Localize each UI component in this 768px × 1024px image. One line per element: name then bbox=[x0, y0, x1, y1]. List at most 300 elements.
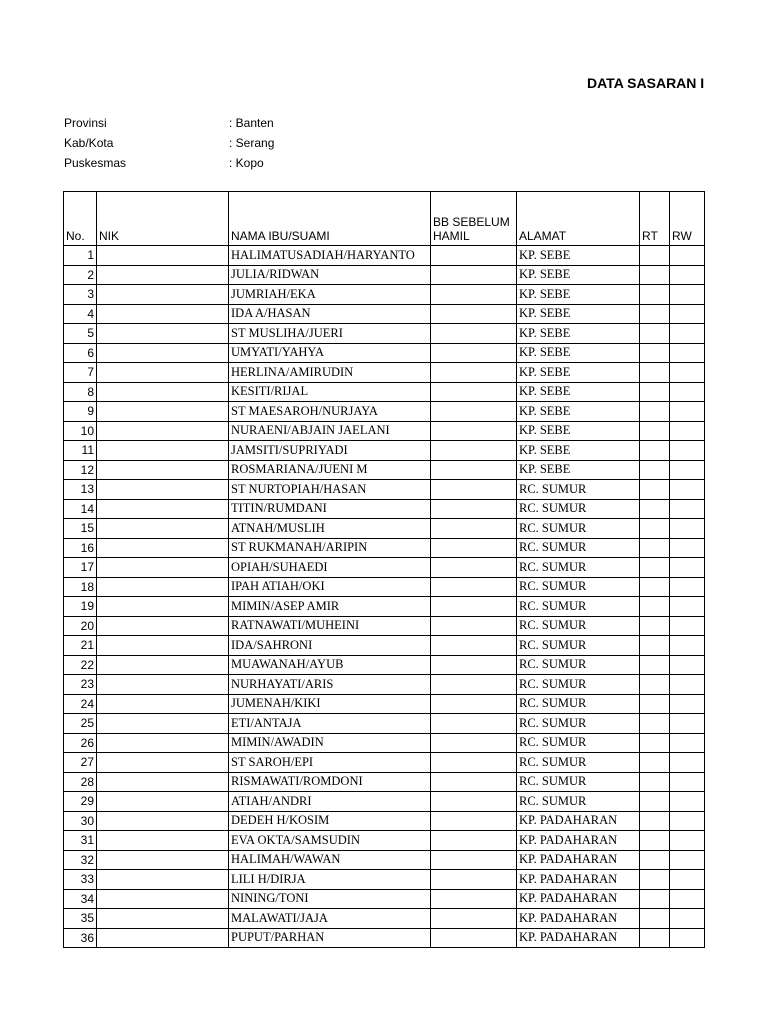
cell-alamat: KP. PADAHARAN bbox=[517, 870, 640, 890]
table-row bbox=[64, 577, 705, 597]
cell-rt bbox=[640, 733, 670, 753]
cell-rw bbox=[670, 285, 705, 305]
header-nama: NAMA IBU/SUAMI bbox=[229, 192, 431, 246]
cell-alamat: KP. SEBE bbox=[517, 363, 640, 383]
cell-alamat: RC. SUMUR bbox=[517, 675, 640, 695]
cell-nama: RATNAWATI/MUHEINI bbox=[229, 616, 431, 636]
cell-nama: NURHAYATI/ARIS bbox=[229, 675, 431, 695]
cell-rw bbox=[670, 714, 705, 734]
cell-no: 27 bbox=[64, 753, 97, 773]
cell-rt bbox=[640, 928, 670, 948]
cell-nik bbox=[97, 714, 229, 734]
meta-label: Kab/Kota bbox=[64, 136, 114, 150]
cell-bb bbox=[431, 460, 517, 480]
cell-no: 18 bbox=[64, 577, 97, 597]
table-row bbox=[64, 597, 705, 617]
cell-alamat: KP. SEBE bbox=[517, 343, 640, 363]
cell-rw bbox=[670, 538, 705, 558]
cell-nik bbox=[97, 694, 229, 714]
cell-no: 36 bbox=[64, 928, 97, 948]
cell-rt bbox=[640, 850, 670, 870]
cell-rw bbox=[670, 655, 705, 675]
cell-alamat: KP. PADAHARAN bbox=[517, 889, 640, 909]
cell-no: 5 bbox=[64, 324, 97, 344]
cell-no: 9 bbox=[64, 402, 97, 422]
cell-rt bbox=[640, 558, 670, 578]
cell-rw bbox=[670, 889, 705, 909]
cell-bb bbox=[431, 246, 517, 266]
cell-alamat: KP. SEBE bbox=[517, 402, 640, 422]
cell-rw bbox=[670, 694, 705, 714]
cell-alamat: KP. SEBE bbox=[517, 265, 640, 285]
table-row bbox=[64, 772, 705, 792]
cell-rt bbox=[640, 441, 670, 461]
cell-nik bbox=[97, 616, 229, 636]
cell-no: 11 bbox=[64, 441, 97, 461]
cell-nama: MALAWATI/JAJA bbox=[229, 909, 431, 929]
cell-no: 1 bbox=[64, 246, 97, 266]
cell-bb bbox=[431, 694, 517, 714]
cell-bb bbox=[431, 519, 517, 539]
cell-nik bbox=[97, 265, 229, 285]
cell-bb bbox=[431, 675, 517, 695]
cell-no: 35 bbox=[64, 909, 97, 929]
cell-alamat: RC. SUMUR bbox=[517, 655, 640, 675]
cell-rt bbox=[640, 343, 670, 363]
cell-no: 19 bbox=[64, 597, 97, 617]
cell-rw bbox=[670, 831, 705, 851]
table-row bbox=[64, 558, 705, 578]
cell-rw bbox=[670, 792, 705, 812]
cell-rt bbox=[640, 870, 670, 890]
cell-alamat: RC. SUMUR bbox=[517, 480, 640, 500]
cell-rt bbox=[640, 304, 670, 324]
cell-rw bbox=[670, 558, 705, 578]
table-row bbox=[64, 402, 705, 422]
cell-rw bbox=[670, 519, 705, 539]
cell-bb bbox=[431, 363, 517, 383]
document-title: DATA SASARAN I bbox=[587, 75, 705, 91]
cell-nik bbox=[97, 909, 229, 929]
cell-no: 2 bbox=[64, 265, 97, 285]
table-row bbox=[64, 441, 705, 461]
cell-nik bbox=[97, 382, 229, 402]
cell-bb bbox=[431, 480, 517, 500]
cell-no: 3 bbox=[64, 285, 97, 305]
cell-no: 17 bbox=[64, 558, 97, 578]
table-row bbox=[64, 363, 705, 383]
table-row bbox=[64, 304, 705, 324]
cell-nama: ST MUSLIHA/JUERI bbox=[229, 324, 431, 344]
cell-no: 29 bbox=[64, 792, 97, 812]
cell-nik bbox=[97, 285, 229, 305]
table-header-row bbox=[64, 192, 705, 246]
cell-alamat: RC. SUMUR bbox=[517, 772, 640, 792]
cell-no: 30 bbox=[64, 811, 97, 831]
cell-rw bbox=[670, 733, 705, 753]
cell-rw bbox=[670, 441, 705, 461]
cell-alamat: KP. SEBE bbox=[517, 246, 640, 266]
cell-nama: ST SAROH/EPI bbox=[229, 753, 431, 773]
cell-nik bbox=[97, 889, 229, 909]
cell-rw bbox=[670, 928, 705, 948]
cell-rt bbox=[640, 519, 670, 539]
cell-alamat: RC. SUMUR bbox=[517, 753, 640, 773]
cell-nik bbox=[97, 480, 229, 500]
cell-rt bbox=[640, 792, 670, 812]
cell-rt bbox=[640, 889, 670, 909]
table-row bbox=[64, 792, 705, 812]
cell-rt bbox=[640, 655, 670, 675]
cell-nama: IPAH ATIAH/OKI bbox=[229, 577, 431, 597]
cell-alamat: RC. SUMUR bbox=[517, 577, 640, 597]
cell-rw bbox=[670, 246, 705, 266]
cell-bb bbox=[431, 655, 517, 675]
cell-nik bbox=[97, 519, 229, 539]
cell-bb bbox=[431, 714, 517, 734]
cell-rw bbox=[670, 499, 705, 519]
cell-nama: ST RUKMANAH/ARIPIN bbox=[229, 538, 431, 558]
cell-rt bbox=[640, 694, 670, 714]
meta-kab-kota bbox=[64, 136, 275, 150]
cell-nama: IDA A/HASAN bbox=[229, 304, 431, 324]
cell-rw bbox=[670, 382, 705, 402]
table-row bbox=[64, 246, 705, 266]
cell-alamat: RC. SUMUR bbox=[517, 733, 640, 753]
table-row bbox=[64, 421, 705, 441]
cell-rt bbox=[640, 597, 670, 617]
cell-rt bbox=[640, 382, 670, 402]
cell-alamat: RC. SUMUR bbox=[517, 694, 640, 714]
cell-nik bbox=[97, 246, 229, 266]
cell-nik bbox=[97, 363, 229, 383]
cell-rw bbox=[670, 772, 705, 792]
cell-rt bbox=[640, 636, 670, 656]
cell-rt bbox=[640, 499, 670, 519]
cell-nik bbox=[97, 402, 229, 422]
cell-nama: ATIAH/ANDRI bbox=[229, 792, 431, 812]
cell-no: 20 bbox=[64, 616, 97, 636]
cell-nik bbox=[97, 343, 229, 363]
cell-nama: DEDEH H/KOSIM bbox=[229, 811, 431, 831]
header-bb-line1: BB SEBELUM bbox=[433, 215, 510, 229]
cell-nik bbox=[97, 460, 229, 480]
cell-bb bbox=[431, 733, 517, 753]
cell-no: 4 bbox=[64, 304, 97, 324]
cell-nik bbox=[97, 499, 229, 519]
cell-rt bbox=[640, 285, 670, 305]
cell-bb bbox=[431, 402, 517, 422]
cell-bb bbox=[431, 850, 517, 870]
cell-alamat: KP. SEBE bbox=[517, 304, 640, 324]
cell-rt bbox=[640, 538, 670, 558]
cell-no: 25 bbox=[64, 714, 97, 734]
cell-rw bbox=[670, 480, 705, 500]
cell-rt bbox=[640, 616, 670, 636]
table-row bbox=[64, 733, 705, 753]
cell-nama: MIMIN/ASEP AMIR bbox=[229, 597, 431, 617]
cell-alamat: KP. SEBE bbox=[517, 460, 640, 480]
cell-nik bbox=[97, 597, 229, 617]
cell-rt bbox=[640, 714, 670, 734]
cell-no: 31 bbox=[64, 831, 97, 851]
cell-rw bbox=[670, 636, 705, 656]
cell-rw bbox=[670, 343, 705, 363]
cell-alamat: KP. PADAHARAN bbox=[517, 928, 640, 948]
cell-rt bbox=[640, 363, 670, 383]
cell-bb bbox=[431, 753, 517, 773]
cell-rw bbox=[670, 402, 705, 422]
table-row bbox=[64, 285, 705, 305]
meta-value: : Serang bbox=[229, 136, 275, 150]
cell-nama: RISMAWATI/ROMDONI bbox=[229, 772, 431, 792]
cell-rw bbox=[670, 421, 705, 441]
cell-bb bbox=[431, 304, 517, 324]
cell-nama: IDA/SAHRONI bbox=[229, 636, 431, 656]
cell-rw bbox=[670, 909, 705, 929]
cell-rw bbox=[670, 363, 705, 383]
cell-nama: OPIAH/SUHAEDI bbox=[229, 558, 431, 578]
cell-nama: NURAENI/ABJAIN JAELANI bbox=[229, 421, 431, 441]
cell-rw bbox=[670, 850, 705, 870]
cell-rt bbox=[640, 772, 670, 792]
cell-alamat: RC. SUMUR bbox=[517, 597, 640, 617]
header-no: No. bbox=[64, 192, 97, 246]
cell-rw bbox=[670, 870, 705, 890]
cell-alamat: KP. SEBE bbox=[517, 441, 640, 461]
cell-rt bbox=[640, 753, 670, 773]
cell-rw bbox=[670, 577, 705, 597]
cell-nik bbox=[97, 811, 229, 831]
table-row bbox=[64, 909, 705, 929]
cell-alamat: KP. SEBE bbox=[517, 324, 640, 344]
meta-label: Provinsi bbox=[64, 116, 107, 130]
cell-rw bbox=[670, 304, 705, 324]
cell-nik bbox=[97, 421, 229, 441]
cell-bb bbox=[431, 928, 517, 948]
cell-bb bbox=[431, 811, 517, 831]
cell-bb bbox=[431, 616, 517, 636]
cell-nik bbox=[97, 675, 229, 695]
cell-nama: ST MAESAROH/NURJAYA bbox=[229, 402, 431, 422]
cell-alamat: KP. SEBE bbox=[517, 421, 640, 441]
table-row bbox=[64, 831, 705, 851]
cell-rw bbox=[670, 597, 705, 617]
cell-rw bbox=[670, 753, 705, 773]
meta-value: : Kopo bbox=[229, 156, 264, 170]
cell-no: 13 bbox=[64, 480, 97, 500]
cell-no: 28 bbox=[64, 772, 97, 792]
cell-bb bbox=[431, 382, 517, 402]
cell-rt bbox=[640, 909, 670, 929]
cell-nik bbox=[97, 636, 229, 656]
cell-rt bbox=[640, 324, 670, 344]
cell-rt bbox=[640, 577, 670, 597]
table-row bbox=[64, 753, 705, 773]
cell-no: 24 bbox=[64, 694, 97, 714]
header-alamat: ALAMAT bbox=[517, 192, 640, 246]
cell-nik bbox=[97, 928, 229, 948]
cell-bb bbox=[431, 538, 517, 558]
cell-no: 32 bbox=[64, 850, 97, 870]
table-row bbox=[64, 265, 705, 285]
table-row bbox=[64, 382, 705, 402]
meta-puskesmas bbox=[64, 156, 264, 170]
cell-no: 22 bbox=[64, 655, 97, 675]
cell-bb bbox=[431, 343, 517, 363]
cell-rt bbox=[640, 460, 670, 480]
table-row bbox=[64, 694, 705, 714]
cell-no: 21 bbox=[64, 636, 97, 656]
cell-nama: HALIMATUSADIAH/HARYANTO bbox=[229, 246, 431, 266]
cell-rw bbox=[670, 324, 705, 344]
cell-nama: JAMSITI/SUPRIYADI bbox=[229, 441, 431, 461]
cell-alamat: KP. PADAHARAN bbox=[517, 850, 640, 870]
cell-rt bbox=[640, 675, 670, 695]
cell-rw bbox=[670, 265, 705, 285]
cell-nama: ATNAH/MUSLIH bbox=[229, 519, 431, 539]
cell-rt bbox=[640, 402, 670, 422]
cell-alamat: KP. PADAHARAN bbox=[517, 811, 640, 831]
header-rt: RT bbox=[640, 192, 670, 246]
table-row bbox=[64, 324, 705, 344]
cell-bb bbox=[431, 441, 517, 461]
cell-alamat: RC. SUMUR bbox=[517, 538, 640, 558]
cell-no: 12 bbox=[64, 460, 97, 480]
cell-nik bbox=[97, 870, 229, 890]
table-row bbox=[64, 343, 705, 363]
table-row bbox=[64, 636, 705, 656]
data-table bbox=[63, 191, 705, 948]
cell-no: 34 bbox=[64, 889, 97, 909]
cell-nama: HERLINA/AMIRUDIN bbox=[229, 363, 431, 383]
cell-nama: JUMENAH/KIKI bbox=[229, 694, 431, 714]
cell-rt bbox=[640, 265, 670, 285]
cell-alamat: RC. SUMUR bbox=[517, 616, 640, 636]
cell-bb bbox=[431, 792, 517, 812]
cell-rt bbox=[640, 811, 670, 831]
cell-no: 10 bbox=[64, 421, 97, 441]
cell-nik bbox=[97, 850, 229, 870]
cell-alamat: RC. SUMUR bbox=[517, 558, 640, 578]
cell-no: 33 bbox=[64, 870, 97, 890]
table-row bbox=[64, 850, 705, 870]
cell-nama: MIMIN/AWADIN bbox=[229, 733, 431, 753]
cell-nik bbox=[97, 733, 229, 753]
cell-bb bbox=[431, 636, 517, 656]
header-nik: NIK bbox=[97, 192, 229, 246]
header-bb-line2: HAMIL bbox=[433, 229, 470, 243]
cell-bb bbox=[431, 889, 517, 909]
cell-no: 23 bbox=[64, 675, 97, 695]
table-row bbox=[64, 811, 705, 831]
cell-bb bbox=[431, 558, 517, 578]
cell-no: 15 bbox=[64, 519, 97, 539]
cell-nama: HALIMAH/WAWAN bbox=[229, 850, 431, 870]
table-row bbox=[64, 480, 705, 500]
meta-provinsi bbox=[64, 116, 274, 130]
cell-bb bbox=[431, 772, 517, 792]
meta-value: : Banten bbox=[229, 116, 274, 130]
cell-rt bbox=[640, 480, 670, 500]
cell-nama: KESITI/RIJAL bbox=[229, 382, 431, 402]
cell-no: 26 bbox=[64, 733, 97, 753]
cell-nik bbox=[97, 753, 229, 773]
cell-nik bbox=[97, 441, 229, 461]
table-row bbox=[64, 538, 705, 558]
table-row bbox=[64, 460, 705, 480]
cell-nama: LILI H/DIRJA bbox=[229, 870, 431, 890]
cell-nik bbox=[97, 655, 229, 675]
cell-alamat: RC. SUMUR bbox=[517, 499, 640, 519]
table-row bbox=[64, 928, 705, 948]
cell-no: 16 bbox=[64, 538, 97, 558]
table-row bbox=[64, 675, 705, 695]
cell-alamat: KP. SEBE bbox=[517, 285, 640, 305]
cell-alamat: RC. SUMUR bbox=[517, 792, 640, 812]
cell-alamat: KP. PADAHARAN bbox=[517, 909, 640, 929]
table-row bbox=[64, 889, 705, 909]
table-row bbox=[64, 655, 705, 675]
cell-nik bbox=[97, 831, 229, 851]
cell-nik bbox=[97, 792, 229, 812]
table-row bbox=[64, 499, 705, 519]
table-row bbox=[64, 870, 705, 890]
cell-bb bbox=[431, 499, 517, 519]
cell-nama: ETI/ANTAJA bbox=[229, 714, 431, 734]
meta-label: Puskesmas bbox=[64, 156, 127, 170]
cell-rw bbox=[670, 675, 705, 695]
cell-nama: ST NURTOPIAH/HASAN bbox=[229, 480, 431, 500]
cell-rt bbox=[640, 831, 670, 851]
cell-rt bbox=[640, 421, 670, 441]
cell-alamat: KP. SEBE bbox=[517, 382, 640, 402]
cell-no: 8 bbox=[64, 382, 97, 402]
cell-bb bbox=[431, 870, 517, 890]
cell-nama: JUMRIAH/EKA bbox=[229, 285, 431, 305]
cell-nama: MUAWANAH/AYUB bbox=[229, 655, 431, 675]
cell-rt bbox=[640, 246, 670, 266]
cell-bb bbox=[431, 831, 517, 851]
header-rw: RW bbox=[670, 192, 705, 246]
cell-bb bbox=[431, 577, 517, 597]
cell-no: 6 bbox=[64, 343, 97, 363]
cell-bb bbox=[431, 285, 517, 305]
cell-nama: JULIA/RIDWAN bbox=[229, 265, 431, 285]
cell-nik bbox=[97, 558, 229, 578]
cell-bb bbox=[431, 324, 517, 344]
table-row bbox=[64, 616, 705, 636]
header-bb bbox=[431, 192, 517, 246]
cell-rw bbox=[670, 616, 705, 636]
cell-bb bbox=[431, 421, 517, 441]
cell-alamat: RC. SUMUR bbox=[517, 519, 640, 539]
cell-bb bbox=[431, 909, 517, 929]
cell-nik bbox=[97, 577, 229, 597]
cell-nama: UMYATI/YAHYA bbox=[229, 343, 431, 363]
cell-alamat: RC. SUMUR bbox=[517, 636, 640, 656]
cell-nama: ROSMARIANA/JUENI M bbox=[229, 460, 431, 480]
cell-bb bbox=[431, 597, 517, 617]
cell-nik bbox=[97, 538, 229, 558]
table-row bbox=[64, 519, 705, 539]
table-row bbox=[64, 714, 705, 734]
cell-rw bbox=[670, 811, 705, 831]
cell-nama: TITIN/RUMDANI bbox=[229, 499, 431, 519]
cell-alamat: KP. PADAHARAN bbox=[517, 831, 640, 851]
cell-nik bbox=[97, 772, 229, 792]
cell-nama: PUPUT/PARHAN bbox=[229, 928, 431, 948]
